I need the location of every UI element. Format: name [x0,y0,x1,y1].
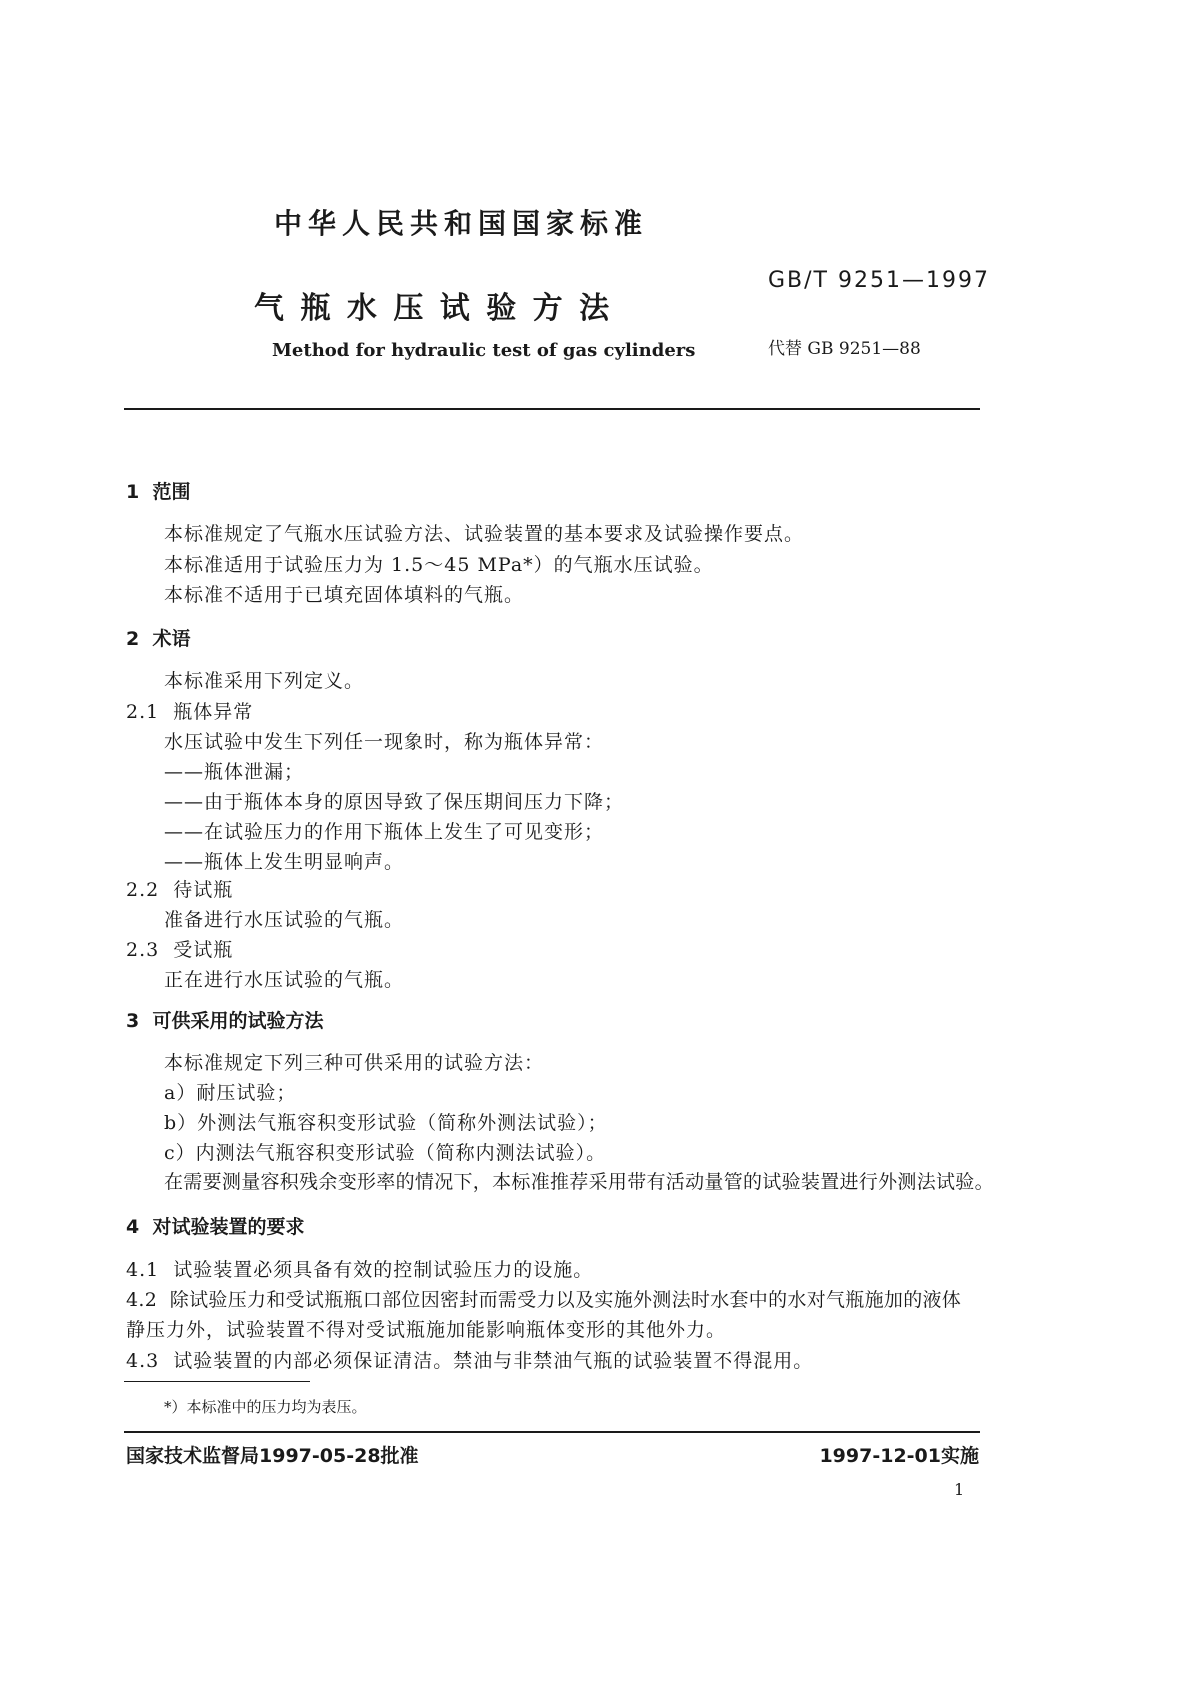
term-2-1-line: ——瓶体泄漏； [164,761,305,783]
section-3-heading: 3 可供采用的试验方法 [126,1010,324,1032]
footer-divider [124,1431,980,1433]
section-1-heading: 1 范围 [126,481,191,503]
method-item: b）外测法气瓶容积变形试验（简称外测法试验）； [164,1112,608,1134]
section-2-intro: 本标准采用下列定义。 [164,670,365,692]
document-title: 气 瓶 水 压 试 验 方 法 [254,291,613,326]
clause-4-3: 4.3 试验装置的内部必须保证清洁。禁油与非禁油气瓶的试验装置不得混用。 [126,1350,814,1372]
country-title: 中华人民共和国国家标准 [274,207,649,240]
term-2-1-line: ——在试验压力的作用下瓶体上发生了可见变形； [164,821,605,843]
term-2-1-line: ——由于瓶体本身的原因导致了保压期间压力下降； [164,791,625,813]
footnote: *）本标准中的压力均为表压。 [164,1398,367,1416]
term-2-1-line: 水压试验中发生下列任一现象时，称为瓶体异常： [164,731,605,753]
replaces-standard: 代替 GB 9251—88 [768,339,921,359]
section-3-note: 在需要测量容积残余变形率的情况下，本标准推荐采用带有活动量管的试验装置进行外测法试验。 [164,1171,994,1193]
method-item: c）内测法气瓶容积变形试验（简称内测法试验）。 [164,1142,607,1164]
clause-4-2-line-1: 4.2 除试验压力和受试瓶瓶口部位因密封而需受力以及实施外测法时水套中的水对气瓶施加的液体 [126,1289,962,1311]
term-2-2-definition: 准备进行水压试验的气瓶。 [164,909,405,931]
header-divider [124,408,980,410]
clause-4-2-line-2: 静压力外，试验装置不得对受试瓶施加能影响瓶体变形的其他外力。 [126,1319,727,1341]
section-1-para: 本标准不适用于已填充固体填料的气瓶。 [164,584,525,606]
english-title: Method for hydraulic test of gas cylinders [272,340,696,361]
effective-date: 1997-12-01实施 [819,1445,979,1467]
term-2-2-title: 2.2 待试瓶 [126,879,234,901]
term-2-3-definition: 正在进行水压试验的气瓶。 [164,969,405,991]
footnote-divider [124,1381,310,1382]
term-2-1-line: ——瓶体上发生明显响声。 [164,851,405,873]
page-number: 1 [954,1480,965,1499]
section-4-heading: 4 对试验装置的要求 [126,1216,305,1238]
approval-date: 国家技术监督局1997-05-28批准 [126,1445,419,1467]
section-2-heading: 2 术语 [126,628,191,650]
term-2-3-title: 2.3 受试瓶 [126,939,234,961]
clause-4-1: 4.1 试验装置必须具备有效的控制试验压力的设施。 [126,1259,594,1281]
section-1-para: 本标准规定了气瓶水压试验方法、试验装置的基本要求及试验操作要点。 [164,523,805,545]
section-3-intro: 本标准规定下列三种可供采用的试验方法： [164,1052,545,1074]
method-item: a）耐压试验； [164,1082,297,1104]
term-2-1-title: 2.1 瓶体异常 [126,701,254,723]
section-1-para: 本标准适用于试验压力为 1.5～45 MPa*）的气瓶水压试验。 [164,554,714,576]
standard-number: GB/T 9251—1997 [768,268,990,293]
